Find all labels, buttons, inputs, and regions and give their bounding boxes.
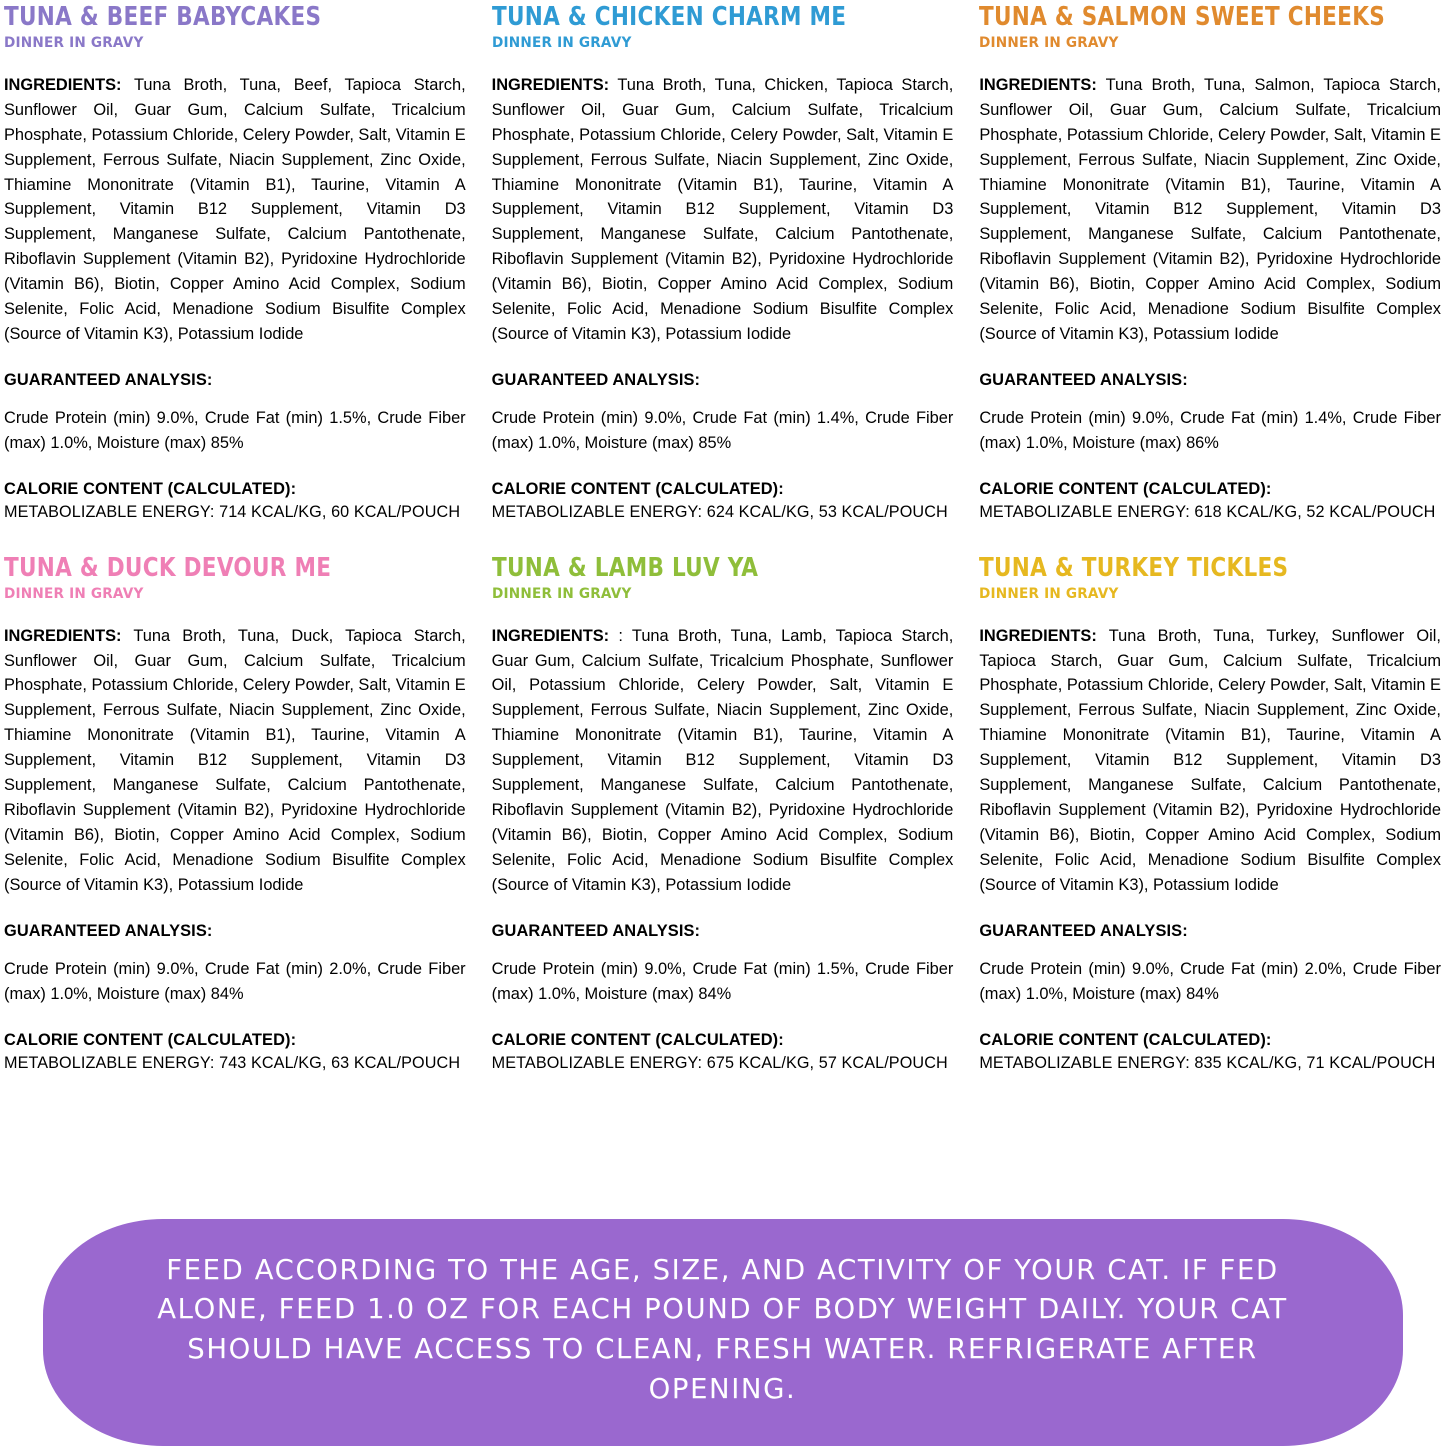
product-title: TUNA & LAMB LUV YA: [491, 552, 758, 583]
product-title: TUNA & SALMON SWEET CHEEKS: [979, 2, 1386, 32]
calorie-content-section: [492, 480, 954, 524]
guaranteed-analysis-label: GUARANTEED ANALYSIS:: [979, 371, 1188, 390]
calorie-content-label: CALORIE CONTENT (CALCULATED):: [4, 1031, 297, 1050]
product-subtitle: DINNER IN GRAVY: [4, 34, 144, 51]
product-subtitle: DINNER IN GRAVY: [4, 585, 144, 602]
calorie-content-label: CALORIE CONTENT (CALCULATED):: [979, 480, 1272, 499]
guaranteed-analysis-section: [979, 371, 1441, 456]
calorie-content-value: METABOLIZABLE ENERGY: 714 KCAL/KG, 60 KCAL/POUCH: [4, 503, 461, 522]
product-grid-row-2: [0, 552, 1445, 1076]
product-panel-tuna-chicken-charm-me: [490, 4, 956, 525]
ingredients-label: INGREDIENTS:: [4, 75, 122, 94]
product-title: TUNA & DUCK DEVOUR ME: [4, 552, 332, 583]
product-grid-row-1: [0, 4, 1445, 525]
calorie-content-section: [492, 1031, 954, 1075]
guaranteed-analysis-section: [979, 922, 1441, 1007]
calorie-content-label: CALORIE CONTENT (CALCULATED):: [491, 480, 784, 499]
ingredients-label: INGREDIENTS:: [979, 75, 1097, 94]
product-panel-tuna-beef-babycakes: [2, 4, 468, 525]
guaranteed-analysis-section: [492, 922, 954, 1007]
ingredients-section: [979, 624, 1441, 898]
product-title: TUNA & CHICKEN CHARM ME: [491, 2, 846, 32]
product-subtitle: DINNER IN GRAVY: [491, 585, 632, 602]
guaranteed-analysis-section: [492, 371, 954, 456]
ingredients-section: [4, 73, 466, 347]
guaranteed-analysis-value: Crude Protein (min) 9.0%, Crude Fat (min) 1.5%, Crude Fiber (max) 1.0%, Moisture (max) 85%: [4, 409, 466, 453]
ingredients-label: INGREDIENTS:: [4, 626, 122, 645]
guaranteed-analysis-value: Crude Protein (min) 9.0%, Crude Fat (min) 2.0%, Crude Fiber (max) 1.0%, Moisture (max) 84%: [979, 960, 1441, 1004]
ingredients-value: Tuna Broth, Tuna, Duck, Tapioca Starch, Sunflower Oil, Guar Gum, Calcium Sulfate, Tricalcium Phosphate, Potassium Chloride, Celery Powder, Salt, Vitamin E Supplement, Ferrous Sulfate, Niacin Supplement, Zinc Oxide, Thiamine Mononitrate (Vitamin B1), Taurine, Vitamin A Supplement, Vitamin B12 Supplement, Vitamin D3 Supplement, Manganese Sulfate, Calcium Pantothenate, Riboflavin Supplement (Vitamin B2), Pyridoxine Hydrochloride (Vitamin B6), Biotin, Copper Amino Acid Complex, Sodium Selenite, Folic Acid, Menadione Sodium Bisulfite Complex (Source of Vitamin K3), Potassium Iodide: [4, 626, 466, 894]
guaranteed-analysis-label: GUARANTEED ANALYSIS:: [4, 921, 213, 940]
calorie-content-value: METABOLIZABLE ENERGY: 618 KCAL/KG, 52 KCAL/POUCH: [979, 503, 1436, 522]
guaranteed-analysis-value: Crude Protein (min) 9.0%, Crude Fat (min) 1.5%, Crude Fiber (max) 1.0%, Moisture (max) 84%: [491, 960, 954, 1004]
ingredients-value: Tuna Broth, Tuna, Salmon, Tapioca Starch, Sunflower Oil, Guar Gum, Calcium Sulfate, Tricalcium Phosphate, Potassium Chloride, Celery Powder, Salt, Vitamin E Supplement, Ferrous Sulfate, Niacin Supplement, Zinc Oxide, Thiamine Mononitrate (Vitamin B1), Taurine, Vitamin A Supplement, Vitamin B12 Supplement, Vitamin D3 Supplement, Manganese Sulfate, Calcium Pantothenate, Riboflavin Supplement (Vitamin B2), Pyridoxine Hydrochloride (Vitamin B6), Biotin, Copper Amino Acid Complex, Sodium Selenite, Folic Acid, Menadione Sodium Bisulfite Complex (Source of Vitamin K3), Potassium Iodide: [979, 75, 1441, 344]
ingredients-value: : Tuna Broth, Tuna, Lamb, Tapioca Starch, Guar Gum, Calcium Sulfate, Tricalcium Phosphate, Sunflower Oil, Potassium Chloride, Celery Powder, Salt, Vitamin E Supplement, Ferrous Sulfate, Niacin Supplement, Zinc Oxide, Thiamine Mononitrate (Vitamin B1), Taurine, Vitamin A Supplement, Vitamin B12 Supplement, Vitamin D3 Supplement, Manganese Sulfate, Calcium Pantothenate, Riboflavin Supplement (Vitamin B2), Pyridoxine Hydrochloride (Vitamin B6), Biotin, Copper Amino Acid Complex, Sodium Selenite, Folic Acid, Menadione Sodium Bisulfite Complex (Source of Vitamin K3), Potassium Iodide: [491, 626, 954, 894]
guaranteed-analysis-value: Crude Protein (min) 9.0%, Crude Fat (min) 1.4%, Crude Fiber (max) 1.0%, Moisture (max) 86%: [979, 409, 1441, 453]
ingredients-value: Tuna Broth, Tuna, Beef, Tapioca Starch, Sunflower Oil, Guar Gum, Calcium Sulfate, Tricalcium Phosphate, Potassium Chloride, Celery Powder, Salt, Vitamin E Supplement, Ferrous Sulfate, Niacin Supplement, Zinc Oxide, Thiamine Mononitrate (Vitamin B1), Taurine, Vitamin A Supplement, Vitamin B12 Supplement, Vitamin D3 Supplement, Manganese Sulfate, Calcium Pantothenate, Riboflavin Supplement (Vitamin B2), Pyridoxine Hydrochloride (Vitamin B6), Biotin, Copper Amino Acid Complex, Sodium Selenite, Folic Acid, Menadione Sodium Bisulfite Complex (Source of Vitamin K3), Potassium Iodide: [4, 75, 466, 344]
ingredients-section: [492, 73, 954, 347]
ingredients-section: [492, 624, 954, 898]
ingredients-value: Tuna Broth, Tuna, Chicken, Tapioca Starch, Sunflower Oil, Guar Gum, Calcium Sulfate, Tricalcium Phosphate, Potassium Chloride, Celery Powder, Salt, Vitamin E Supplement, Ferrous Sulfate, Niacin Supplement, Zinc Oxide, Thiamine Mononitrate (Vitamin B1), Taurine, Vitamin A Supplement, Vitamin B12 Supplement, Vitamin D3 Supplement, Manganese Sulfate, Calcium Pantothenate, Riboflavin Supplement (Vitamin B2), Pyridoxine Hydrochloride (Vitamin B6), Biotin, Copper Amino Acid Complex, Sodium Selenite, Folic Acid, Menadione Sodium Bisulfite Complex (Source of Vitamin K3), Potassium Iodide: [491, 75, 954, 344]
guaranteed-analysis-label: GUARANTEED ANALYSIS:: [979, 921, 1188, 940]
calorie-content-value: METABOLIZABLE ENERGY: 675 KCAL/KG, 57 KCAL/POUCH: [491, 1054, 948, 1073]
row-spacer: [0, 525, 1445, 555]
ingredients-paragraph: [4, 624, 466, 898]
product-subtitle: DINNER IN GRAVY: [491, 34, 632, 51]
ingredients-paragraph: [492, 624, 954, 898]
calorie-content-section: [979, 1031, 1441, 1075]
ingredients-label: INGREDIENTS:: [491, 75, 610, 94]
product-title: TUNA & BEEF BABYCAKES: [4, 2, 322, 32]
calorie-content-section: [979, 480, 1441, 524]
guaranteed-analysis-label: GUARANTEED ANALYSIS:: [491, 921, 701, 940]
calorie-content-label: CALORIE CONTENT (CALCULATED):: [979, 1031, 1272, 1050]
product-panel-tuna-duck-devour-me: [2, 552, 468, 1076]
calorie-content-value: METABOLIZABLE ENERGY: 624 KCAL/KG, 53 KCAL/POUCH: [491, 503, 948, 522]
ingredients-paragraph: [4, 73, 466, 347]
feeding-instructions-banner: FEED ACCORDING TO THE AGE, SIZE, AND ACTIVITY OF YOUR CAT. IF FED ALONE, FEED 1.0 OZ FOR EACH POUND OF BODY WEIGHT DAILY. YOUR CAT SHOULD HAVE ACCESS TO CLEAN, FRESH WATER. REFRIGERATE AFTER OPENING.: [43, 1219, 1403, 1447]
product-subtitle: DINNER IN GRAVY: [979, 34, 1119, 51]
guaranteed-analysis-value: Crude Protein (min) 9.0%, Crude Fat (min) 1.4%, Crude Fiber (max) 1.0%, Moisture (max) 85%: [491, 409, 954, 453]
guaranteed-analysis-section: [4, 371, 466, 456]
guaranteed-analysis-label: GUARANTEED ANALYSIS:: [491, 371, 701, 390]
calorie-content-label: CALORIE CONTENT (CALCULATED):: [4, 480, 297, 499]
guaranteed-analysis-label: GUARANTEED ANALYSIS:: [4, 371, 213, 390]
ingredients-label: INGREDIENTS:: [491, 626, 610, 645]
ingredients-paragraph: [979, 73, 1441, 347]
ingredients-paragraph: [979, 624, 1441, 898]
product-panel-tuna-salmon-sweet-cheeks: [977, 4, 1443, 525]
product-title: TUNA & TURKEY TICKLES: [979, 552, 1289, 583]
feeding-instructions-banner-wrap: [0, 1219, 1445, 1447]
ingredients-label: INGREDIENTS:: [979, 626, 1097, 645]
guaranteed-analysis-section: [4, 922, 466, 1007]
product-subtitle: DINNER IN GRAVY: [979, 585, 1119, 602]
product-panel-tuna-lamb-luv-ya: [490, 552, 956, 1076]
calorie-content-section: [4, 480, 466, 524]
calorie-content-value: METABOLIZABLE ENERGY: 743 KCAL/KG, 63 KCAL/POUCH: [4, 1054, 461, 1073]
ingredients-section: [979, 73, 1441, 347]
calorie-content-section: [4, 1031, 466, 1075]
calorie-content-label: CALORIE CONTENT (CALCULATED):: [491, 1031, 784, 1050]
calorie-content-value: METABOLIZABLE ENERGY: 835 KCAL/KG, 71 KCAL/POUCH: [979, 1054, 1436, 1073]
guaranteed-analysis-value: Crude Protein (min) 9.0%, Crude Fat (min) 2.0%, Crude Fiber (max) 1.0%, Moisture (max) 84%: [4, 960, 466, 1004]
ingredients-value: Tuna Broth, Tuna, Turkey, Sunflower Oil, Tapioca Starch, Guar Gum, Calcium Sulfate, Tricalcium Phosphate, Potassium Chloride, Celery Powder, Salt, Vitamin E Supplement, Ferrous Sulfate, Niacin Supplement, Zinc Oxide, Thiamine Mononitrate (Vitamin B1), Taurine, Vitamin A Supplement, Vitamin B12 Supplement, Vitamin D3 Supplement, Manganese Sulfate, Calcium Pantothenate, Riboflavin Supplement (Vitamin B2), Pyridoxine Hydrochloride (Vitamin B6), Biotin, Copper Amino Acid Complex, Sodium Selenite, Folic Acid, Menadione Sodium Bisulfite Complex (Source of Vitamin K3), Potassium Iodide: [979, 626, 1441, 894]
ingredients-section: [4, 624, 466, 898]
product-panel-tuna-turkey-tickles: [977, 552, 1443, 1076]
ingredients-paragraph: [492, 73, 954, 347]
